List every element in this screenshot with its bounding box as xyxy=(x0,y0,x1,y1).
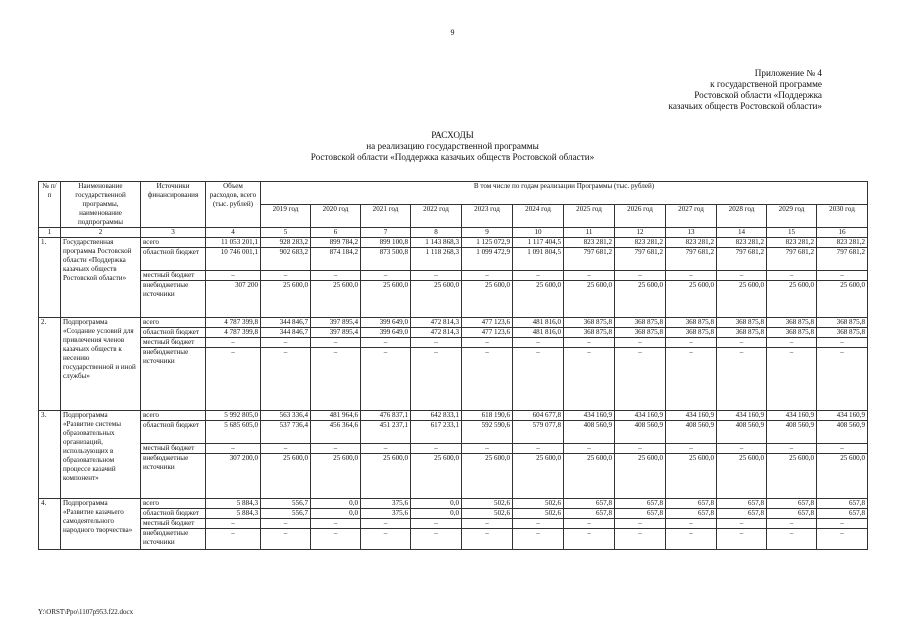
total-value: 4 787 399,8 xyxy=(206,328,261,338)
year-value: – xyxy=(513,348,564,411)
funding-source: областной бюджет xyxy=(141,509,206,519)
year-value: 399 649,0 xyxy=(361,318,411,328)
year-value: 823 281,2 xyxy=(717,238,767,248)
year-value: 604 677,8 xyxy=(513,411,564,421)
column-number: 4 xyxy=(206,228,261,238)
year-value: 823 281,2 xyxy=(666,238,717,248)
year-value: 481 816,0 xyxy=(513,328,564,338)
column-number: 12 xyxy=(615,228,666,238)
year-value: – xyxy=(513,529,564,550)
table-row xyxy=(39,509,868,519)
year-value: 1 125 072,9 xyxy=(462,238,513,248)
year-value: 451 237,1 xyxy=(361,421,411,444)
year-value: – xyxy=(261,444,311,454)
year-value: – xyxy=(817,338,868,348)
title-subline: на реализацию государственной программы xyxy=(366,141,539,151)
year-value: 25 600,0 xyxy=(361,281,411,318)
total-value: 11 053 201,1 xyxy=(206,238,261,248)
funding-source: внебюджетные источники xyxy=(141,529,206,550)
program-number: 3. xyxy=(39,411,61,499)
year-value: 344 846,7 xyxy=(261,318,311,328)
year-value: 1 143 868,3 xyxy=(411,238,462,248)
year-value: – xyxy=(411,444,462,454)
year-value: 657,8 xyxy=(817,499,868,509)
column-number: 5 xyxy=(261,228,311,238)
funding-source: внебюджетные источники xyxy=(141,348,206,411)
year-value: 902 683,2 xyxy=(261,248,311,271)
year-value: 408 560,9 xyxy=(615,421,666,444)
table-row xyxy=(39,411,868,421)
year-value: 642 833,1 xyxy=(411,411,462,421)
year-value: – xyxy=(361,519,411,529)
year-value: – xyxy=(411,348,462,411)
year-value: 25 600,0 xyxy=(513,281,564,318)
header-year: 2030 год xyxy=(817,205,868,228)
year-value: – xyxy=(666,529,717,550)
year-value: 797 681,2 xyxy=(817,248,868,271)
program-name: Государственная программа Ростовской области «Поддержка казачьих обществ Ростовской области» xyxy=(61,238,141,318)
year-value: 408 560,9 xyxy=(817,421,868,444)
header-year: 2029 год xyxy=(767,205,817,228)
column-number: 8 xyxy=(411,228,462,238)
year-value: – xyxy=(666,444,717,454)
year-value: 368 875,8 xyxy=(767,328,817,338)
year-value: 481 964,6 xyxy=(311,411,361,421)
year-value: 537 736,4 xyxy=(261,421,311,444)
year-value: 0,0 xyxy=(311,499,361,509)
year-value: 556,7 xyxy=(261,509,311,519)
total-value: 10 746 001,1 xyxy=(206,248,261,271)
year-value: 25 600,0 xyxy=(261,281,311,318)
year-value: – xyxy=(411,338,462,348)
year-value: 657,8 xyxy=(817,509,868,519)
year-value: 25 600,0 xyxy=(513,454,564,499)
column-number: 7 xyxy=(361,228,411,238)
year-value: – xyxy=(462,444,513,454)
year-value: 408 560,9 xyxy=(717,421,767,444)
year-value: 368 875,8 xyxy=(767,318,817,328)
year-value: – xyxy=(615,348,666,411)
year-value: – xyxy=(615,271,666,281)
year-value: 368 875,8 xyxy=(717,318,767,328)
total-value: – xyxy=(206,338,261,348)
year-value: 657,8 xyxy=(767,499,817,509)
column-number: 2 xyxy=(61,228,141,238)
table-row xyxy=(39,248,868,271)
year-value: 873 500,8 xyxy=(361,248,411,271)
year-value: – xyxy=(261,271,311,281)
header-year: 2024 год xyxy=(513,205,564,228)
funding-source: областной бюджет xyxy=(141,421,206,444)
year-value: – xyxy=(311,529,361,550)
annex-line: к государственой программе xyxy=(710,79,822,89)
table-row xyxy=(39,499,868,509)
year-value: – xyxy=(717,348,767,411)
year-value: 25 600,0 xyxy=(767,454,817,499)
year-value: – xyxy=(615,529,666,550)
year-value: – xyxy=(564,348,615,411)
year-value: – xyxy=(817,519,868,529)
column-numbers-row xyxy=(39,228,868,238)
year-value: 25 600,0 xyxy=(411,454,462,499)
year-value: 368 875,8 xyxy=(564,328,615,338)
year-value: 1 118 268,3 xyxy=(411,248,462,271)
header-year: 2022 год xyxy=(411,205,462,228)
funding-source: всего xyxy=(141,499,206,509)
year-value: – xyxy=(767,519,817,529)
annex-line: Ростовской области «Поддержка xyxy=(694,90,822,100)
column-number: 13 xyxy=(666,228,717,238)
year-value: – xyxy=(717,444,767,454)
funding-source: всего xyxy=(141,411,206,421)
year-value: 797 681,2 xyxy=(564,248,615,271)
year-value: – xyxy=(361,271,411,281)
year-value: 797 681,2 xyxy=(666,248,717,271)
total-value: – xyxy=(206,444,261,454)
year-value: 434 160,9 xyxy=(564,411,615,421)
year-value: 434 160,9 xyxy=(767,411,817,421)
header-by-years: В том числе по годам реализации Программы (тыс. рублей) xyxy=(261,182,868,205)
column-number: 1 xyxy=(39,228,61,238)
year-value: 502,6 xyxy=(513,509,564,519)
header-row xyxy=(39,182,868,205)
year-value: 368 875,8 xyxy=(564,318,615,328)
total-value: 307 200 xyxy=(206,281,261,318)
year-value: 928 283,2 xyxy=(261,238,311,248)
year-value: – xyxy=(462,348,513,411)
year-value: – xyxy=(717,529,767,550)
year-value: 25 600,0 xyxy=(817,281,868,318)
table-row xyxy=(39,328,868,338)
year-value: 408 560,9 xyxy=(666,421,717,444)
year-value: – xyxy=(767,338,817,348)
year-value: 502,6 xyxy=(462,509,513,519)
header-name: Наименование государственной программы, наименование подпрограммы xyxy=(61,182,141,228)
year-value: 25 600,0 xyxy=(717,454,767,499)
table-row xyxy=(39,238,868,248)
year-value: 0,0 xyxy=(411,499,462,509)
total-value: 5 685 605,0 xyxy=(206,421,261,444)
year-value: 434 160,9 xyxy=(615,411,666,421)
funding-source: местный бюджет xyxy=(141,271,206,281)
year-value: 408 560,9 xyxy=(564,421,615,444)
year-value: – xyxy=(261,519,311,529)
total-value: 307 200,0 xyxy=(206,454,261,499)
year-value: 1 117 404,5 xyxy=(513,238,564,248)
year-value: 25 600,0 xyxy=(462,454,513,499)
funding-source: областной бюджет xyxy=(141,248,206,271)
year-value: – xyxy=(666,271,717,281)
column-number: 9 xyxy=(462,228,513,238)
year-value: 502,6 xyxy=(513,499,564,509)
year-value: 25 600,0 xyxy=(411,281,462,318)
year-value: – xyxy=(411,519,462,529)
annex-line: казачьих обществ Ростовской области» xyxy=(668,101,822,111)
year-value: 472 814,3 xyxy=(411,318,462,328)
year-value: 399 649,0 xyxy=(361,328,411,338)
year-value: 397 895,4 xyxy=(311,328,361,338)
year-value: 502,6 xyxy=(462,499,513,509)
year-value: – xyxy=(717,271,767,281)
table-row xyxy=(39,421,868,444)
year-value: – xyxy=(564,271,615,281)
year-value: 368 875,8 xyxy=(615,318,666,328)
year-value: 823 281,2 xyxy=(615,238,666,248)
column-number: 6 xyxy=(311,228,361,238)
year-value: – xyxy=(411,271,462,281)
year-value: – xyxy=(361,444,411,454)
year-value: – xyxy=(666,519,717,529)
year-value: 25 600,0 xyxy=(666,281,717,318)
year-value: 408 560,9 xyxy=(767,421,817,444)
year-value: 25 600,0 xyxy=(564,281,615,318)
year-value: 823 281,2 xyxy=(767,238,817,248)
annex-line: Приложение № 4 xyxy=(754,68,822,78)
year-value: 579 077,8 xyxy=(513,421,564,444)
year-value: – xyxy=(462,271,513,281)
year-value: 25 600,0 xyxy=(717,281,767,318)
year-value: – xyxy=(513,519,564,529)
total-value: 4 787 399,8 xyxy=(206,318,261,328)
year-value: 25 600,0 xyxy=(615,281,666,318)
total-value: – xyxy=(206,348,261,411)
year-value: – xyxy=(817,444,868,454)
year-value: 657,8 xyxy=(717,509,767,519)
year-value: 368 875,8 xyxy=(717,328,767,338)
year-value: 368 875,8 xyxy=(666,328,717,338)
year-value: – xyxy=(767,271,817,281)
year-value: 592 590,6 xyxy=(462,421,513,444)
year-value: – xyxy=(513,271,564,281)
year-value: – xyxy=(361,529,411,550)
year-value: – xyxy=(311,271,361,281)
program-name: Подпрограмма «Создание условий для привлечения членов казачьих обществ к несению государственной и иной службы» xyxy=(61,318,141,411)
year-value: – xyxy=(817,348,868,411)
year-value: – xyxy=(717,338,767,348)
year-value: 25 600,0 xyxy=(817,454,868,499)
funding-source: местный бюджет xyxy=(141,338,206,348)
header-num: № п/п xyxy=(39,182,61,228)
year-value: 434 160,9 xyxy=(717,411,767,421)
year-value: 797 681,2 xyxy=(615,248,666,271)
year-value: 556,7 xyxy=(261,499,311,509)
year-value: – xyxy=(261,529,311,550)
year-value: – xyxy=(767,348,817,411)
year-value: 375,6 xyxy=(361,509,411,519)
year-value: 476 837,1 xyxy=(361,411,411,421)
header-year: 2019 год xyxy=(261,205,311,228)
year-value: – xyxy=(564,519,615,529)
table-row xyxy=(39,281,868,318)
header-year: 2027 год xyxy=(666,205,717,228)
year-value: – xyxy=(564,338,615,348)
year-value: 397 895,4 xyxy=(311,318,361,328)
year-value: – xyxy=(311,338,361,348)
year-value: – xyxy=(462,529,513,550)
year-value: 368 875,8 xyxy=(817,328,868,338)
header-year: 2025 год xyxy=(564,205,615,228)
document-title xyxy=(0,130,905,163)
year-value: – xyxy=(767,529,817,550)
program-name: Подпрограмма «Развитие казачьего самодеятельного народного творчества» xyxy=(61,499,141,550)
year-value: 657,8 xyxy=(666,509,717,519)
header-year: 2026 год xyxy=(615,205,666,228)
year-value: 375,6 xyxy=(361,499,411,509)
year-value: – xyxy=(513,338,564,348)
program-number: 4. xyxy=(39,499,61,550)
funding-source: областной бюджет xyxy=(141,328,206,338)
table-row xyxy=(39,444,868,454)
year-value: – xyxy=(462,338,513,348)
year-value: 874 184,2 xyxy=(311,248,361,271)
column-number: 14 xyxy=(717,228,767,238)
year-value: – xyxy=(666,348,717,411)
table-row xyxy=(39,519,868,529)
column-number: 15 xyxy=(767,228,817,238)
header-year: 2028 год xyxy=(717,205,767,228)
funding-source: местный бюджет xyxy=(141,519,206,529)
year-value: 368 875,8 xyxy=(666,318,717,328)
year-value: – xyxy=(462,519,513,529)
year-value: 25 600,0 xyxy=(767,281,817,318)
year-value: 25 600,0 xyxy=(361,454,411,499)
year-value: 657,8 xyxy=(615,509,666,519)
year-value: – xyxy=(767,444,817,454)
header-year: 2021 год xyxy=(361,205,411,228)
table-row xyxy=(39,529,868,550)
year-value: – xyxy=(311,444,361,454)
column-number: 3 xyxy=(141,228,206,238)
table-row xyxy=(39,454,868,499)
year-value: – xyxy=(817,529,868,550)
year-value: 25 600,0 xyxy=(564,454,615,499)
year-value: 657,8 xyxy=(717,499,767,509)
total-value: 5 884,3 xyxy=(206,509,261,519)
year-value: 477 123,6 xyxy=(462,318,513,328)
year-value: 368 875,8 xyxy=(817,318,868,328)
header-volume: Объем расходов, всего (тыс. рублей) xyxy=(206,182,261,228)
program-number: 2. xyxy=(39,318,61,411)
column-number: 11 xyxy=(564,228,615,238)
year-value: 1 091 804,5 xyxy=(513,248,564,271)
total-value: – xyxy=(206,529,261,550)
year-value: – xyxy=(311,348,361,411)
file-path-footer: Y:\ORST\Ppo\1107p953.f22.docx xyxy=(38,608,134,616)
year-value: – xyxy=(564,529,615,550)
total-value: – xyxy=(206,271,261,281)
table-row xyxy=(39,348,868,411)
year-value: – xyxy=(361,348,411,411)
table-row xyxy=(39,338,868,348)
year-value: – xyxy=(361,338,411,348)
year-value: – xyxy=(261,338,311,348)
year-value: 456 364,6 xyxy=(311,421,361,444)
header-source: Источники финансирования xyxy=(141,182,206,228)
year-value: 657,8 xyxy=(666,499,717,509)
funding-source: всего xyxy=(141,238,206,248)
year-value: 25 600,0 xyxy=(311,454,361,499)
table-row xyxy=(39,271,868,281)
funding-source: внебюджетные источники xyxy=(141,281,206,318)
table-row xyxy=(39,318,868,328)
year-value: 477 123,6 xyxy=(462,328,513,338)
total-value: – xyxy=(206,519,261,529)
header-year: 2023 год xyxy=(462,205,513,228)
total-value: 5 992 805,0 xyxy=(206,411,261,421)
year-value: 617 233,1 xyxy=(411,421,462,444)
funding-source: всего xyxy=(141,318,206,328)
year-value: 797 681,2 xyxy=(767,248,817,271)
year-value: 25 600,0 xyxy=(615,454,666,499)
funding-source: местный бюджет xyxy=(141,444,206,454)
year-value: – xyxy=(261,348,311,411)
annex-block xyxy=(669,68,822,112)
year-value: 434 160,9 xyxy=(666,411,717,421)
year-value: – xyxy=(615,444,666,454)
year-value: 344 846,7 xyxy=(261,328,311,338)
year-value: 899 784,2 xyxy=(311,238,361,248)
year-value: 0,0 xyxy=(311,509,361,519)
program-name: Подпрограмма «Развитие системы образовательных организаций, использующих в образовательном процессе казачий компонент» xyxy=(61,411,141,499)
year-value: 657,8 xyxy=(767,509,817,519)
year-value: – xyxy=(513,444,564,454)
year-value: 657,8 xyxy=(564,499,615,509)
year-value: 25 600,0 xyxy=(462,281,513,318)
year-value: 657,8 xyxy=(564,509,615,519)
year-value: 618 190,6 xyxy=(462,411,513,421)
year-value: – xyxy=(615,519,666,529)
year-value: 563 336,4 xyxy=(261,411,311,421)
year-value: 657,8 xyxy=(615,499,666,509)
program-number: 1. xyxy=(39,238,61,318)
year-value: 823 281,2 xyxy=(817,238,868,248)
year-value: – xyxy=(411,529,462,550)
year-value: 25 600,0 xyxy=(261,454,311,499)
year-value: 481 816,0 xyxy=(513,318,564,328)
year-value: – xyxy=(666,338,717,348)
year-value: 434 160,9 xyxy=(817,411,868,421)
year-value: 823 281,2 xyxy=(564,238,615,248)
year-value: – xyxy=(717,519,767,529)
title-heading: РАСХОДЫ xyxy=(431,130,474,140)
funding-source: внебюджетные источники xyxy=(141,454,206,499)
year-value: – xyxy=(615,338,666,348)
title-subline: Ростовской области «Поддержка казачьих обществ Ростовской области» xyxy=(310,152,595,162)
year-value: 899 100,8 xyxy=(361,238,411,248)
year-value: 25 600,0 xyxy=(666,454,717,499)
header-year: 2020 год xyxy=(311,205,361,228)
year-value: – xyxy=(311,519,361,529)
expenses-table xyxy=(38,181,868,550)
year-value: 1 099 472,9 xyxy=(462,248,513,271)
total-value: 5 884,3 xyxy=(206,499,261,509)
year-value: 797 681,2 xyxy=(717,248,767,271)
year-value: 0,0 xyxy=(411,509,462,519)
year-value: 472 814,3 xyxy=(411,328,462,338)
year-value: 25 600,0 xyxy=(311,281,361,318)
year-value: 368 875,8 xyxy=(615,328,666,338)
year-value: – xyxy=(564,444,615,454)
column-number: 16 xyxy=(817,228,868,238)
year-value: – xyxy=(817,271,868,281)
column-number: 10 xyxy=(513,228,564,238)
page-number: 9 xyxy=(450,28,455,37)
